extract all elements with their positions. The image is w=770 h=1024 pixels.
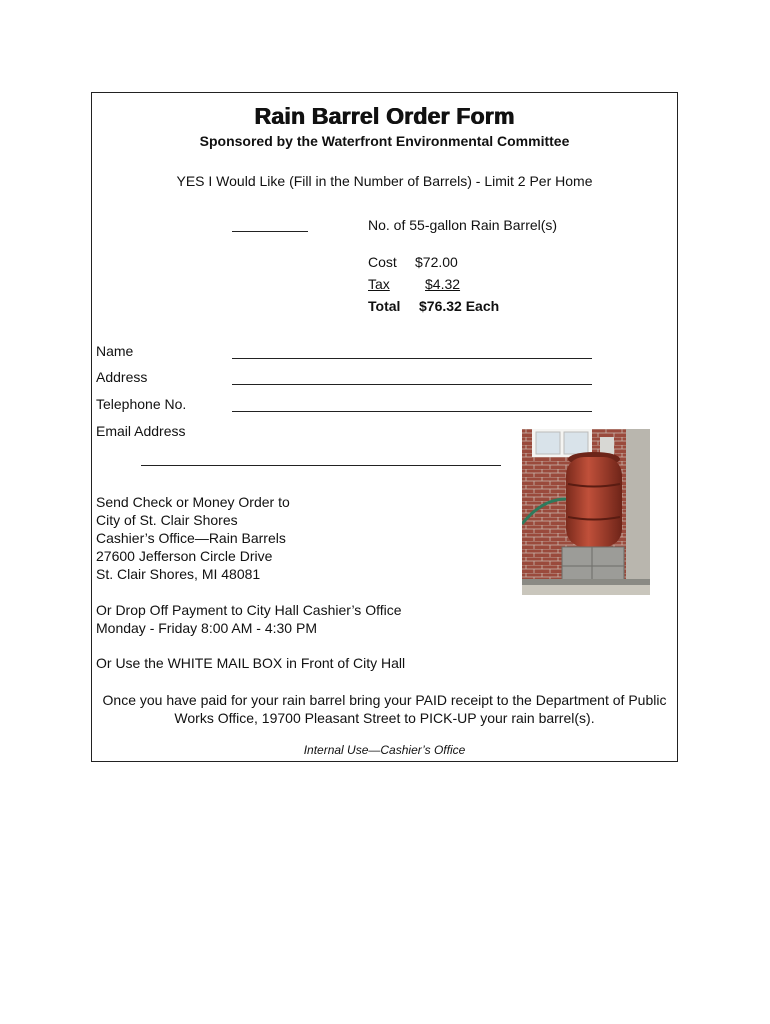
name-field[interactable] [232,358,592,359]
send-to-line: Send Check or Money Order to [96,494,290,510]
name-label: Name [96,343,134,359]
form-subtitle: Sponsored by the Waterfront Environmental Committee [199,133,570,149]
drop-off-line: Monday - Friday 8:00 AM - 4:30 PM [96,620,317,636]
form-title: Rain Barrel Order Form [254,103,515,129]
send-to-line: City of St. Clair Shores [96,512,238,528]
telephone-field[interactable] [232,411,592,412]
send-to-line: St. Clair Shores, MI 48081 [96,566,261,582]
total-label: Total [368,298,401,314]
drop-off-line: Or Drop Off Payment to City Hall Cashier’s Office [96,602,402,618]
mailbox-info: Or Use the WHITE MAIL BOX in Front of City Hall [96,655,406,671]
tax-label: Tax [368,276,390,292]
send-to-line: 27600 Jefferson Circle Drive [96,548,273,564]
pickup-instructions: Once you have paid for your rain barrel bring your PAID receipt to the Department of Public Works Office, 19700 Pleasant Street to PICK-UP your rain barrel(s). [102,692,667,726]
total-value: $76.32 Each [419,298,500,314]
email-label: Email Address [96,423,186,439]
quantity-blank-line[interactable] [232,231,308,232]
quantity-label: No. of 55-gallon Rain Barrel(s) [368,217,558,233]
address-label: Address [96,369,148,385]
rain-barrel-icon [522,429,650,595]
send-to-line: Cashier’s Office—Rain Barrels [96,530,286,546]
tax-value: $4.32 [425,276,461,292]
address-field[interactable] [232,384,592,385]
cost-value: $72.00 [415,254,458,270]
cost-label: Cost [368,254,397,270]
rain-barrel-photo [522,429,650,595]
telephone-label: Telephone No. [96,396,187,412]
order-form [91,92,678,762]
email-field[interactable] [141,465,501,466]
drop-off-info [96,601,402,637]
order-instruction: YES I Would Like (Fill in the Number of Barrels) - Limit 2 Per Home [176,173,593,189]
mailing-address [96,493,290,583]
internal-use-note: Internal Use—Cashier’s Office [303,743,466,757]
